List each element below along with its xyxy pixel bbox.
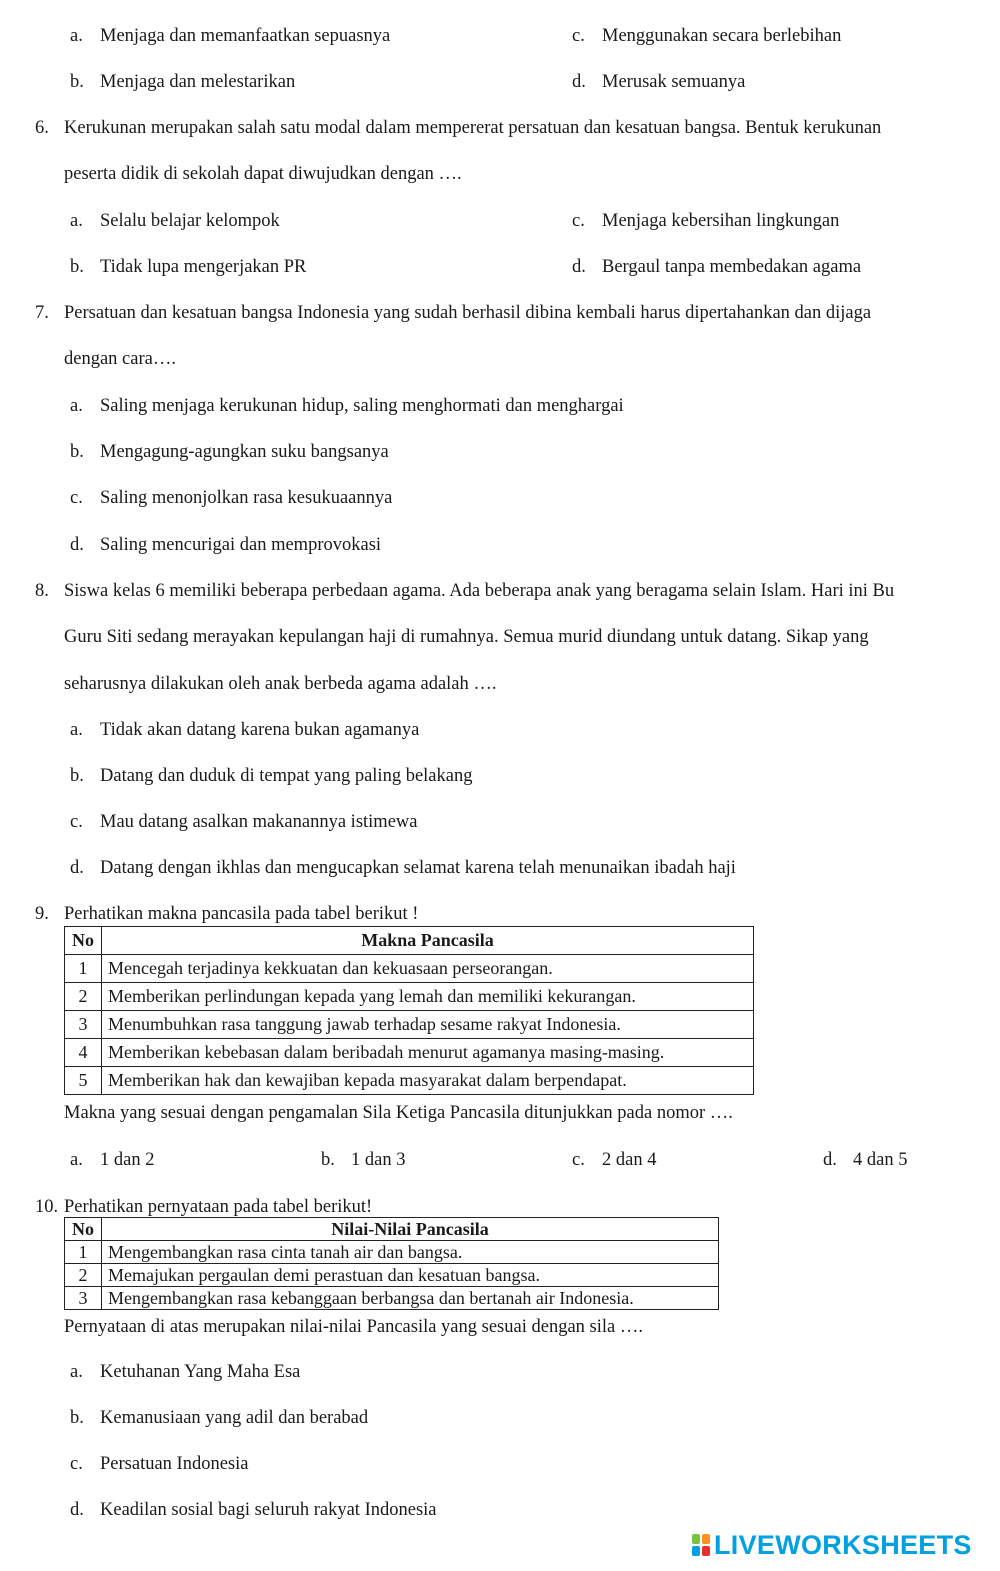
q10-table-header-row	[65, 1218, 719, 1241]
q9-option-a[interactable]: a. 1 dan 2	[70, 1150, 155, 1170]
q10-question: Pernyataan di atas merupakan nilai-nilai Pancasila yang sesuai dengan sila ….	[64, 1317, 643, 1337]
table-row	[65, 1287, 719, 1310]
table-cell-no: 2	[65, 1264, 102, 1287]
q7-option-c[interactable]: c. Saling menonjolkan rasa kesukuaannya	[70, 488, 393, 508]
table-cell-no: 3	[65, 1011, 102, 1039]
table-cell-text: Memberikan hak dan kewajiban kepada masyarakat dalam berpendapat.	[102, 1067, 754, 1095]
q6-number: 6.	[35, 118, 49, 138]
q9-number: 9.	[35, 904, 49, 924]
q9-table-header-row	[65, 927, 754, 955]
table-cell-text: Mencegah terjadinya kekkuatan dan kekuasaan perseorangan.	[102, 955, 754, 983]
table-cell-no: 2	[65, 983, 102, 1011]
q9-table-header-no: No	[65, 927, 102, 955]
table-cell-text: Memberikan kebebasan dalam beribadah menurut agamanya masing-masing.	[102, 1039, 754, 1067]
q9-table	[64, 926, 754, 1095]
q5-option-d[interactable]: d. Merusak semuanya	[572, 72, 746, 92]
q7-option-b[interactable]: b. Mengagung-agungkan suku bangsanya	[70, 442, 389, 462]
q9-option-b[interactable]: b. 1 dan 3	[321, 1150, 406, 1170]
q6-option-a[interactable]: a. Selalu belajar kelompok	[70, 211, 280, 231]
table-row	[65, 983, 754, 1011]
q6-text-line-1: Kerukunan merupakan salah satu modal dalam mempererat persatuan dan kesatuan bangsa. Bentuk kerukunan	[64, 118, 882, 138]
q10-table-header-nilai: Nilai-Nilai Pancasila	[102, 1218, 719, 1241]
q10-option-d[interactable]: d. Keadilan sosial bagi seluruh rakyat Indonesia	[70, 1500, 437, 1520]
q10-number: 10.	[35, 1197, 59, 1217]
table-cell-text: Memberikan perlindungan kepada yang lemah dan memiliki kekurangan.	[102, 983, 754, 1011]
liveworksheets-logo-text: LIVEWORKSHEETS	[714, 1529, 972, 1560]
q8-option-a[interactable]: a. Tidak akan datang karena bukan agamanya	[70, 720, 420, 740]
liveworksheets-logo	[692, 1530, 972, 1560]
q8-text-line-1: Siswa kelas 6 memiliki beberapa perbedaan agama. Ada beberapa anak yang beragama selain Islam. Hari ini Bu	[64, 581, 895, 601]
q5-option-a[interactable]: a. Menjaga dan memanfaatkan sepuasnya	[70, 26, 391, 46]
q8-option-d[interactable]: d. Datang dengan ikhlas dan mengucapkan selamat karena telah menunaikan ibadah haji	[70, 858, 736, 878]
q7-text-line-1: Persatuan dan kesatuan bangsa Indonesia yang sudah berhasil dibina kembali harus dipertahankan dan dijaga	[64, 303, 872, 323]
q7-option-d[interactable]: d. Saling mencurigai dan memprovokasi	[70, 535, 382, 555]
q9-intro: Perhatikan makna pancasila pada tabel berikut !	[64, 904, 419, 924]
q9-option-c[interactable]: c. 2 dan 4	[572, 1150, 657, 1170]
table-cell-no: 4	[65, 1039, 102, 1067]
q10-option-a[interactable]: a. Ketuhanan Yang Maha Esa	[70, 1362, 301, 1382]
table-row	[65, 1241, 719, 1264]
q9-question: Makna yang sesuai dengan pengamalan Sila Ketiga Pancasila ditunjukkan pada nomor ….	[64, 1103, 733, 1123]
q5-option-b[interactable]: b. Menjaga dan melestarikan	[70, 72, 296, 92]
table-cell-text: Memajukan pergaulan demi perastuan dan kesatuan bangsa.	[102, 1264, 719, 1287]
table-row	[65, 1264, 719, 1287]
q7-text-line-2: dengan cara….	[64, 349, 176, 369]
table-cell-no: 1	[65, 1241, 102, 1264]
q10-option-b[interactable]: b. Kemanusiaan yang adil dan berabad	[70, 1408, 369, 1428]
table-cell-no: 1	[65, 955, 102, 983]
table-row	[65, 1011, 754, 1039]
q8-option-b[interactable]: b. Datang dan duduk di tempat yang paling belakang	[70, 766, 473, 786]
liveworksheets-logo-icon	[692, 1534, 710, 1556]
q9-option-d[interactable]: d. 4 dan 5	[823, 1150, 908, 1170]
q5-option-c[interactable]: c. Menggunakan secara berlebihan	[572, 26, 842, 46]
q10-option-c[interactable]: c. Persatuan Indonesia	[70, 1454, 249, 1474]
q8-number: 8.	[35, 581, 49, 601]
q6-option-c[interactable]: c. Menjaga kebersihan lingkungan	[572, 211, 840, 231]
q6-text-line-2: peserta didik di sekolah dapat diwujudkan dengan ….	[64, 164, 462, 184]
table-cell-text: Mengembangkan rasa cinta tanah air dan bangsa.	[102, 1241, 719, 1264]
table-row	[65, 1067, 754, 1095]
q10-table-header-no: No	[65, 1218, 102, 1241]
q7-number: 7.	[35, 303, 49, 323]
q8-text-line-3: seharusnya dilakukan oleh anak berbeda agama adalah ….	[64, 674, 497, 694]
table-cell-no: 5	[65, 1067, 102, 1095]
q8-text-line-2: Guru Siti sedang merayakan kepulangan haji di rumahnya. Semua murid diundang untuk datang. Sikap yang	[64, 627, 869, 647]
table-cell-no: 3	[65, 1287, 102, 1310]
q10-table	[64, 1217, 719, 1310]
table-cell-text: Mengembangkan rasa kebanggaan berbangsa dan bertanah air Indonesia.	[102, 1287, 719, 1310]
q9-table-header-makna: Makna Pancasila	[102, 927, 754, 955]
q7-option-a[interactable]: a. Saling menjaga kerukunan hidup, saling menghormati dan menghargai	[70, 396, 624, 416]
q6-option-b[interactable]: b. Tidak lupa mengerjakan PR	[70, 257, 307, 277]
q10-intro: Perhatikan pernyataan pada tabel berikut!	[64, 1197, 373, 1217]
table-row	[65, 955, 754, 983]
table-row	[65, 1039, 754, 1067]
q6-option-d[interactable]: d. Bergaul tanpa membedakan agama	[572, 257, 862, 277]
q8-option-c[interactable]: c. Mau datang asalkan makanannya istimewa	[70, 812, 418, 832]
table-cell-text: Menumbuhkan rasa tanggung jawab terhadap sesame rakyat Indonesia.	[102, 1011, 754, 1039]
